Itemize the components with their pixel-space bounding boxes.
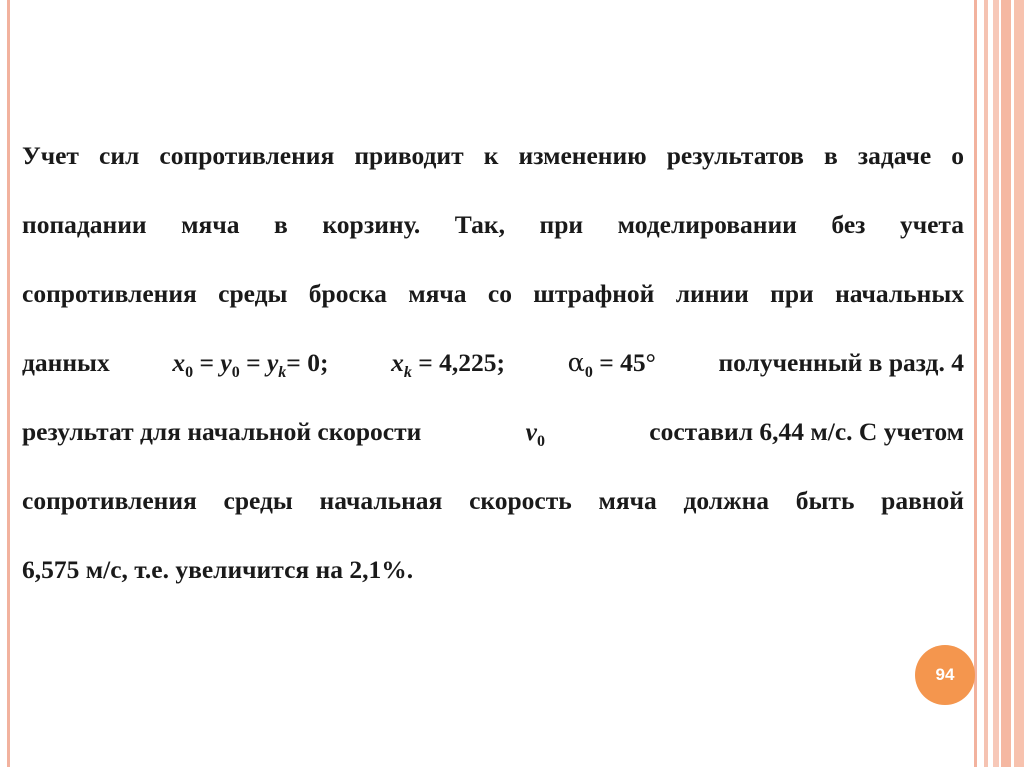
var-y: y (220, 348, 232, 377)
line5-prefix: результат для начальной скорости (22, 417, 422, 446)
stripe (993, 0, 999, 767)
sub-k: k (278, 364, 287, 381)
formula-x0-y0-yk (172, 328, 328, 407)
text-line-4 (22, 328, 964, 397)
formula-alpha0 (568, 328, 656, 407)
text-line-2: попадании мяча в корзину. Так, при моделировании без учета (22, 210, 964, 239)
slide-body-text (22, 121, 964, 604)
equals-sign: = (246, 348, 261, 377)
text-line-6: сопротивления среды начальная скорость мяча должна быть равной (22, 486, 964, 515)
var-y: y (266, 348, 279, 377)
alpha-value: = 45° (599, 348, 656, 377)
var-x: x (172, 348, 186, 377)
text-line-3: сопротивления среды броска мяча со штрафной линии при начальных (22, 279, 964, 308)
zero-value: 0; (307, 348, 329, 377)
equals-sign: = (286, 348, 301, 377)
xk-value: = 4,225; (418, 348, 505, 377)
sub-0: 0 (536, 433, 545, 450)
decorative-stripes (984, 0, 1024, 767)
stripe (984, 0, 988, 767)
formula-v0 (526, 397, 545, 476)
page-number: 94 (935, 665, 955, 684)
page-number-badge (915, 645, 975, 705)
text-line-7: 6,575 м/с, т.е. увеличится на 2,1%. (22, 555, 414, 584)
stripe (1001, 0, 1011, 767)
equals-sign: = (199, 348, 214, 377)
var-v: v (525, 417, 537, 446)
text-line-1: Учет сил сопротивления приводит к изменению результатов в задаче о (22, 141, 964, 170)
formula-xk (391, 328, 505, 407)
line5-suffix: составил 6,44 м/с. С учетом (649, 417, 964, 446)
sub-0: 0 (584, 364, 593, 381)
text-line-5 (22, 397, 964, 466)
line4-suffix: полученный в разд. 4 (718, 348, 964, 377)
alpha-symbol: α (567, 348, 585, 378)
var-x: x (391, 348, 404, 377)
sub-0: 0 (231, 364, 240, 381)
sub-0: 0 (185, 364, 194, 381)
sub-k: k (403, 364, 412, 381)
line4-prefix: данных (22, 348, 110, 377)
stripe (1014, 0, 1024, 767)
